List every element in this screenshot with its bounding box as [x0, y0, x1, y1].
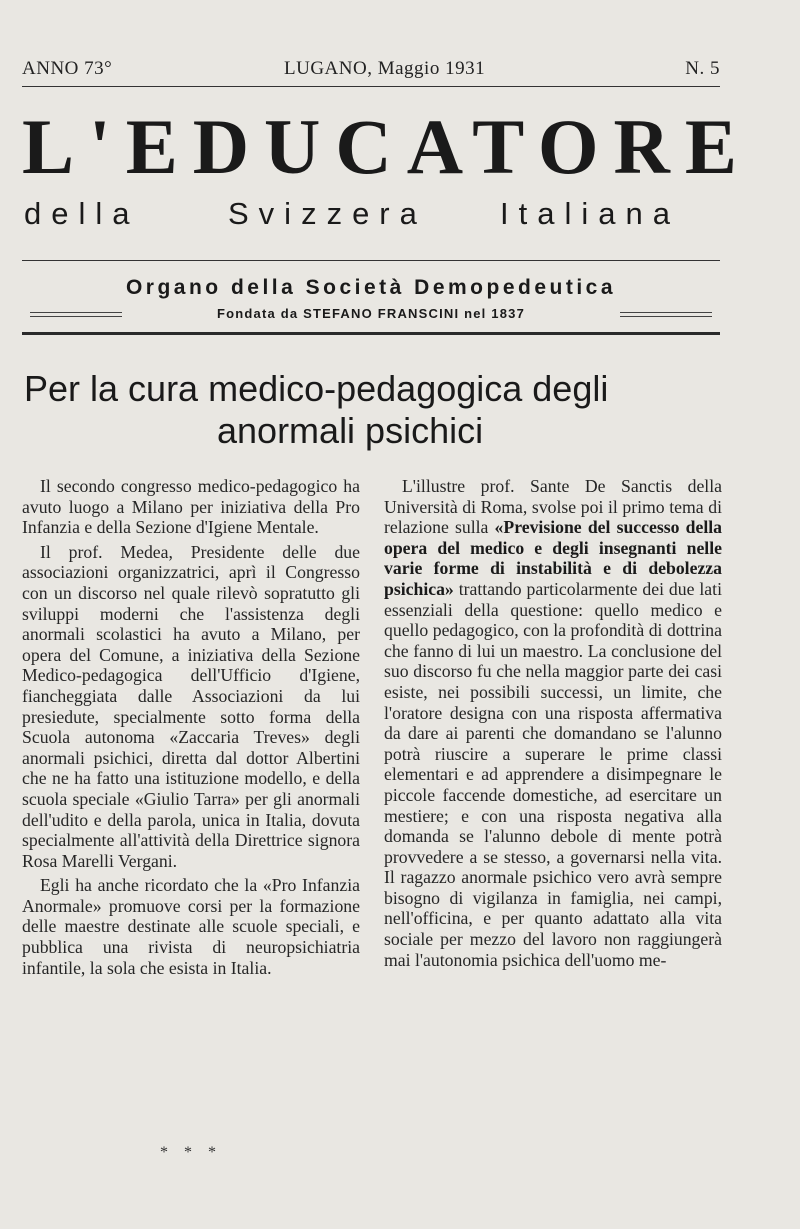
masthead-subtitle	[22, 196, 720, 232]
header-rule	[22, 86, 720, 87]
masthead-subtitle-word-1: della	[24, 196, 140, 231]
headline-line-2: anormali psichici	[217, 410, 484, 451]
paragraph	[384, 476, 722, 970]
issue-number: N. 5	[685, 58, 720, 79]
right-intro-text: L'illustre prof. Sante De Sanctis della Università di Roma, svolse poi il primo tema di relazione sulla	[384, 476, 722, 538]
founded-line: Fondata da STEFANO FRANSCINI nel 1837	[216, 306, 526, 321]
paragraph: Il prof. Medea, Presidente delle due associazioni organizzatrici, aprì il Congresso con un discorso nel quale rilevò sopratutto gli sviluppi moderni che l'assistenza degli anormali scolastici ha avuto a Milano, per opera del Comune, a iniziativa della Sezione Medico-pedagogica dell'Ufficio d'Igiene, fiancheggiata dalle Associazioni da lui presiedute, specialmente sotto forma della Scuola autonoma «Zaccaria Treves» degli anormali psichici, diretta dal dottor Albertini che ne ha fatto una istituzione modello, e della scuola speciale «Giulio Tarra» per gli anormali dell'udito e della parola, unica in Italia, dovuta specialmente all'attività della Direttrice signora Rosa Marelli Vergani.	[22, 541, 360, 871]
place-date-label: LUGANO, Maggio 1931	[284, 58, 486, 79]
article-headline	[22, 368, 720, 452]
right-body-text: trattando particolarmente dei due lati essenziali della questione: quello medico e quello pedagogico, con la profondità di dottrina che fanno di lui un maestro. La conclusione del suo discorso fu che nella maggior parte dei casi esiste, nei possibili successi, un limite, che l'oratore designa con una risposta affermativa da dare ai parenti che domandano se l'alunno potrà riuscire a superare le prime classi elementari e ad apprendere a disimpegnare le piccole faccende domestiche, ad esercitare un mestiere; e con una risposta negativa alla domanda se l'alunno debole di mente potrà provvedere a se stesso, a governarsi nella vita. Il ragazzo anormale psichico vero avrà sempre bisogno di vigilanza in famiglia, nei campi, nell'officina, e per quanto adattato alla vita sociale per mezzo del lavoro non raggiungerà mai l'autonomia psichica dell'uomo me-	[384, 578, 722, 970]
running-header	[22, 58, 720, 84]
right-column	[384, 476, 722, 970]
year-label: ANNO 73°	[22, 58, 113, 79]
headline-line-1: Per la cura medico-pedagogica degli	[24, 368, 609, 409]
paragraph: Egli ha anche ricordato che la «Pro Infanzia Anormale» promuove corsi per la formazione delle maestre destinate alle scuole speciali, e pubblica una rivista di neuropsichiatria infantile, la sola che esista in Italia.	[22, 875, 360, 978]
double-rule-right	[620, 312, 712, 317]
section-separator: * * *	[160, 1144, 222, 1161]
organ-line: Organo della Società Demopedeutica	[125, 276, 617, 299]
masthead-rule	[22, 260, 720, 261]
relation-topic-title: «Previsione del successo della opera del medico e degli insegnanti nelle varie forme di instabilità e di debolezza psichica»	[384, 517, 722, 599]
left-column	[22, 476, 360, 978]
paragraph: Il secondo congresso medico-pedagogico ha avuto luogo a Milano per iniziativa della Pro Infanzia e della Sezione d'Igiene Mentale.	[22, 476, 360, 538]
masthead-subtitle-word-3: Italiana	[500, 196, 680, 231]
thick-rule	[22, 332, 720, 335]
masthead-subtitle-word-2: Svizzera	[228, 196, 427, 231]
masthead-title: L'EDUCATORE	[22, 103, 752, 190]
founded-row	[22, 306, 720, 326]
